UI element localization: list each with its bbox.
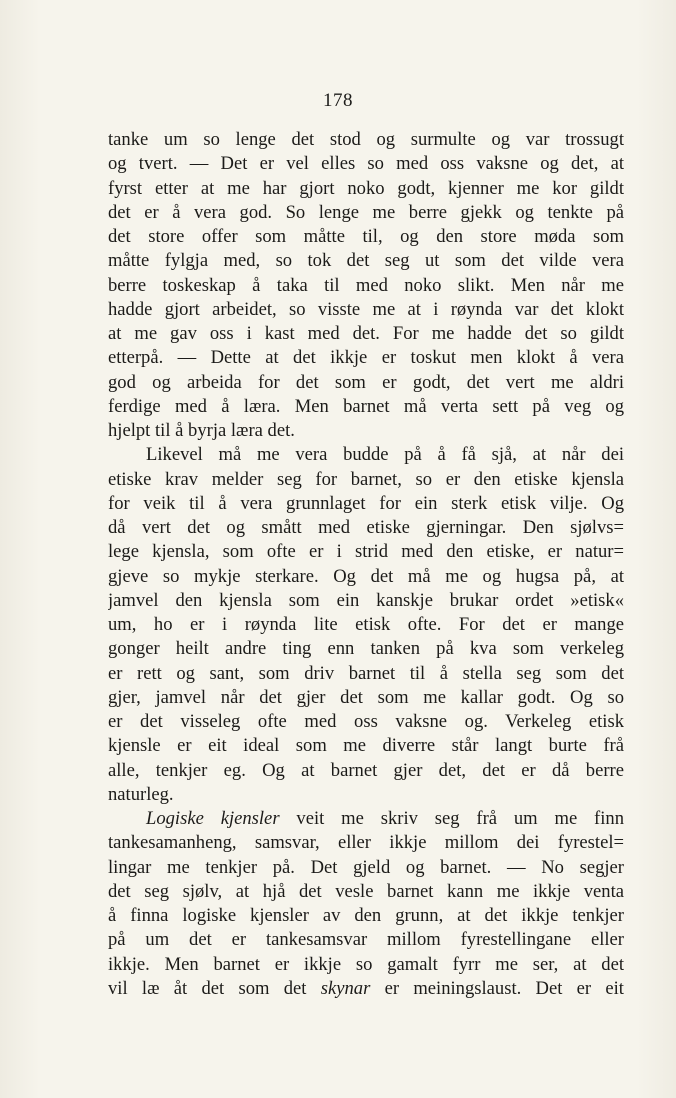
text-fragment: veit me skriv seg frå um me finn [296, 808, 624, 829]
text-fragment: er meiningslaust. Det er eit [384, 977, 624, 999]
text-line [108, 807, 624, 831]
text-line: berre toskeskap å taka til med noko slikt. Men når me [108, 274, 624, 296]
text-line: å finna logiske kjensler av den grunn, at det ikkje tenkjer [108, 905, 624, 926]
text-line: Likevel må me vera budde på å få sjå, at når dei [146, 444, 624, 466]
text-line: etterpå. — Dette at det ikkje er toskut men klokt å vera [108, 347, 624, 369]
body-text [108, 128, 624, 1001]
text-line: lingar me tenkjer på. Det gjeld og barnet. — No segjer [108, 856, 624, 878]
text-line: for veik til å vera grunnlaget for ein sterk etisk vilje. Og [108, 492, 624, 514]
text-line: tanke um so lenge det stod og surmulte og var trossugt [108, 129, 624, 150]
text-line: tankesamanheng, samsvar, eller ikkje millom dei fyrestel= [108, 832, 624, 854]
text-line: det seg sjølv, at hjå det vesle barnet kann me ikkje venta [108, 880, 624, 902]
text-line: og tvert. — Det er vel elles so med oss vaksne og det, at [108, 153, 624, 175]
page-number: 178 [323, 90, 353, 111]
text-line: det store offer som måtte til, og den store møda som [108, 226, 624, 247]
text-line [108, 977, 624, 1001]
text-line: lege kjensla, som ofte er i strid med den etiske, er natur= [108, 541, 624, 563]
text-line: måtte fylgja med, so tok det seg ut som det vilde vera [108, 250, 624, 272]
text-line: hadde gjort arbeidet, so visste me at i røynda var det klokt [108, 298, 624, 320]
text-line: kjensle er eit ideal som me diverre står langt burte frå [108, 735, 624, 757]
italic-term: skynar [320, 977, 371, 999]
text-fragment: vil læ åt det som det [108, 977, 307, 999]
text-line: jamvel den kjensla som ein kanskje brukar ordet »etisk« [108, 589, 624, 611]
text-line: på um det er tankesamsvar millom fyrestellingane eller [108, 929, 624, 951]
text-line: det er å vera god. So lenge me berre gjekk og tenkte på [108, 201, 624, 223]
text-line: ferdige med å læra. Men barnet må verta sett på veg og [108, 395, 624, 417]
text-line: fyrst etter at me har gjort noko godt, kjenner me kor gildt [108, 177, 624, 199]
text-line: god og arbeida for det som er godt, det vert me aldri [108, 371, 624, 393]
italic-term: Logiske kjensler [146, 808, 280, 829]
text-line: gjeve so mykje sterkare. Og det må me og hugsa på, at [108, 565, 624, 587]
text-line: at me gav oss i kast med det. For me hadde det so gildt [108, 323, 624, 344]
text-line: hjelpt til å byrja læra det. [108, 420, 295, 441]
text-line: då vert det og smått med etiske gjerningar. Den sjølvs= [108, 517, 624, 538]
text-line: gjer, jamvel når det gjer det som me kallar godt. Og so [108, 686, 624, 708]
text-line: etiske krav melder seg for barnet, so er den etiske kjensla [108, 468, 624, 490]
text-line: naturleg. [108, 783, 174, 805]
text-line: ikkje. Men barnet er ikkje so gamalt fyrr me ser, at det [108, 953, 624, 975]
text-line: er rett og sant, som driv barnet til å stella seg som det [108, 662, 624, 684]
text-line: gonger heilt andre ting enn tanken på kva som verkeleg [108, 638, 624, 660]
text-line: er det visseleg ofte med oss vaksne og. Verkeleg etisk [108, 711, 624, 732]
text-line: alle, tenkjer eg. Og at barnet gjer det, det er då berre [108, 759, 624, 781]
text-line: um, ho er i røynda lite etisk ofte. For det er mange [108, 614, 624, 635]
